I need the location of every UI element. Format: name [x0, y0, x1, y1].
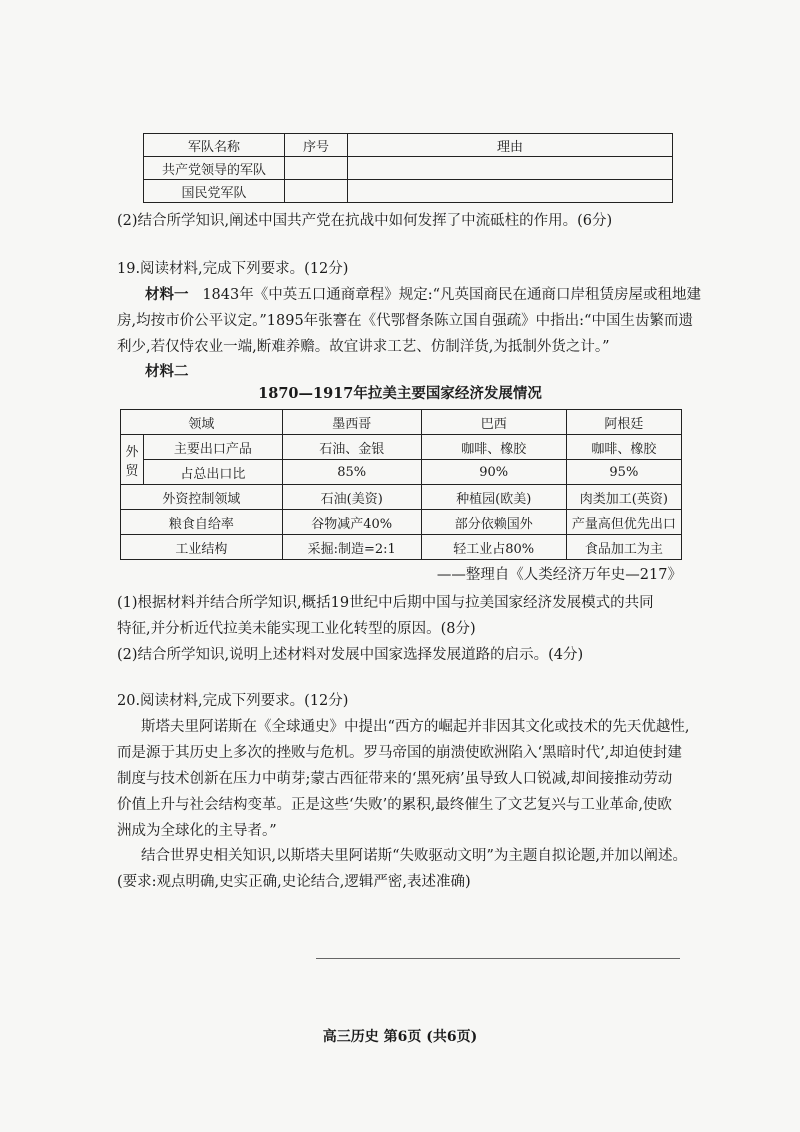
latin-america-table	[120, 409, 682, 560]
divider	[316, 958, 680, 959]
page-footer: 高三历史 第6页 (共6页)	[322, 1029, 478, 1045]
table-row	[121, 510, 682, 535]
material-line: 制度与技术创新在压力中萌芽;蒙古西征带来的‘黑死病’虽导致人口锐减,却间接推动劳动	[117, 771, 673, 787]
table-cell	[285, 180, 348, 203]
table-row	[121, 535, 682, 560]
question-19-2: (2)结合所学知识,说明上述材料对发展中国家选择发展道路的启示。(4分)	[117, 647, 584, 663]
table-cell	[348, 157, 673, 180]
table-header: 巴西	[421, 410, 566, 435]
table-cell: 国民党军队	[144, 180, 285, 203]
table-cell: 工业结构	[121, 535, 283, 560]
table-cell: 产量高但优先出口	[566, 510, 681, 535]
table-cell: 肉类加工(英资)	[566, 485, 681, 510]
material-line: 洲成为全球化的主导者。”	[117, 823, 277, 839]
table-cell: 咖啡、橡胶	[566, 435, 681, 460]
table-header: 理由	[348, 134, 673, 157]
table-header: 军队名称	[144, 134, 285, 157]
table-cell: 主要出口产品	[144, 435, 283, 460]
question-20-task	[117, 843, 687, 895]
table-cell: 部分依赖国外	[421, 510, 566, 535]
table-header: 阿根廷	[566, 410, 681, 435]
table-cell	[285, 157, 348, 180]
material-text	[117, 714, 690, 844]
material-1-label: 材料一	[145, 286, 189, 303]
material-1-line: 利少,若仅恃农业一端,断难养赡。故宜讲求工艺、仿制洋货,为抵制外货之计。”	[117, 339, 610, 355]
question-19-title: 19.阅读材料,完成下列要求。(12分)	[117, 261, 349, 277]
material-line: 斯塔夫里阿诺斯在《全球通史》中提出“西方的崛起并非因其文化或技术的先天优越性,	[141, 719, 690, 735]
material-1	[117, 282, 701, 360]
table-cell: 食品加工为主	[566, 535, 681, 560]
table-cell: 95%	[566, 460, 681, 485]
material-2-label: 材料二	[145, 363, 189, 380]
table-cell	[348, 180, 673, 203]
question-18-2: (2)结合所学知识,阐述中国共产党在抗战中如何发挥了中流砥柱的作用。(6分)	[117, 213, 613, 229]
table-cell: 采掘:制造=2:1	[282, 535, 421, 560]
material-1-line: 房,均按市价公平议定。”1895年张謇在《代鄂督条陈立国自强疏》中指出:“中国生齿繁而遗	[117, 313, 693, 329]
question-line: 特征,并分析近代拉美未能实现工业化转型的原因。(8分)	[117, 621, 476, 637]
table-cell: 咖啡、橡胶	[421, 435, 566, 460]
table-cell: 90%	[421, 460, 566, 485]
table-cell: 石油、金银	[282, 435, 421, 460]
material-1-line: 1843年《中英五口通商章程》规定:“凡英国商民在通商口岸租赁房屋或租地建	[202, 287, 702, 303]
table-cell: 谷物减产40%	[282, 510, 421, 535]
question-19-1	[117, 590, 654, 642]
table-cell: 轻工业占80%	[421, 535, 566, 560]
source-citation: ——整理自《人类经济万年史—217》	[436, 567, 682, 583]
table-cell: 种植园(欧美)	[421, 485, 566, 510]
table-header-row	[144, 134, 673, 157]
table-header-row	[121, 410, 682, 435]
table-cell: 85%	[282, 460, 421, 485]
table-row	[121, 435, 682, 460]
question-20-title: 20.阅读材料,完成下列要求。(12分)	[117, 693, 349, 709]
table-header: 序号	[285, 134, 348, 157]
table-header: 领域	[121, 410, 283, 435]
table-row	[144, 180, 673, 203]
table-row	[121, 485, 682, 510]
table-cell: 粮食自给率	[121, 510, 283, 535]
table-row	[121, 460, 682, 485]
table-cell: 外资控制领域	[121, 485, 283, 510]
task-line: 结合世界史相关知识,以斯塔夫里阿诺斯“失败驱动文明”为主题自拟论题,并加以阐述。	[141, 848, 688, 864]
table-header: 墨西哥	[282, 410, 421, 435]
task-line: (要求:观点明确,史实正确,史论结合,逻辑严密,表述准确)	[117, 874, 471, 890]
material-line: 而是源于其历史上多次的挫败与危机。罗马帝国的崩溃使欧洲陷入‘黑暗时代’,却迫使封建	[117, 745, 682, 761]
table-cell: 占总出口比	[144, 460, 283, 485]
table-row	[144, 157, 673, 180]
army-table	[143, 133, 673, 203]
row-group-label: 外贸	[121, 435, 144, 485]
table-cell: 石油(美资)	[282, 485, 421, 510]
table-cell: 共产党领导的军队	[144, 157, 285, 180]
question-line: (1)根据材料并结合所学知识,概括19世纪中后期中国与拉美国家经济发展模式的共同	[117, 595, 654, 611]
table-title: 1870—1917年拉美主要国家经济发展情况	[258, 385, 542, 402]
material-line: 价值上升与社会结构变革。正是这些‘失败’的累积,最终催生了文艺复兴与工业革命,使欧	[117, 797, 672, 813]
